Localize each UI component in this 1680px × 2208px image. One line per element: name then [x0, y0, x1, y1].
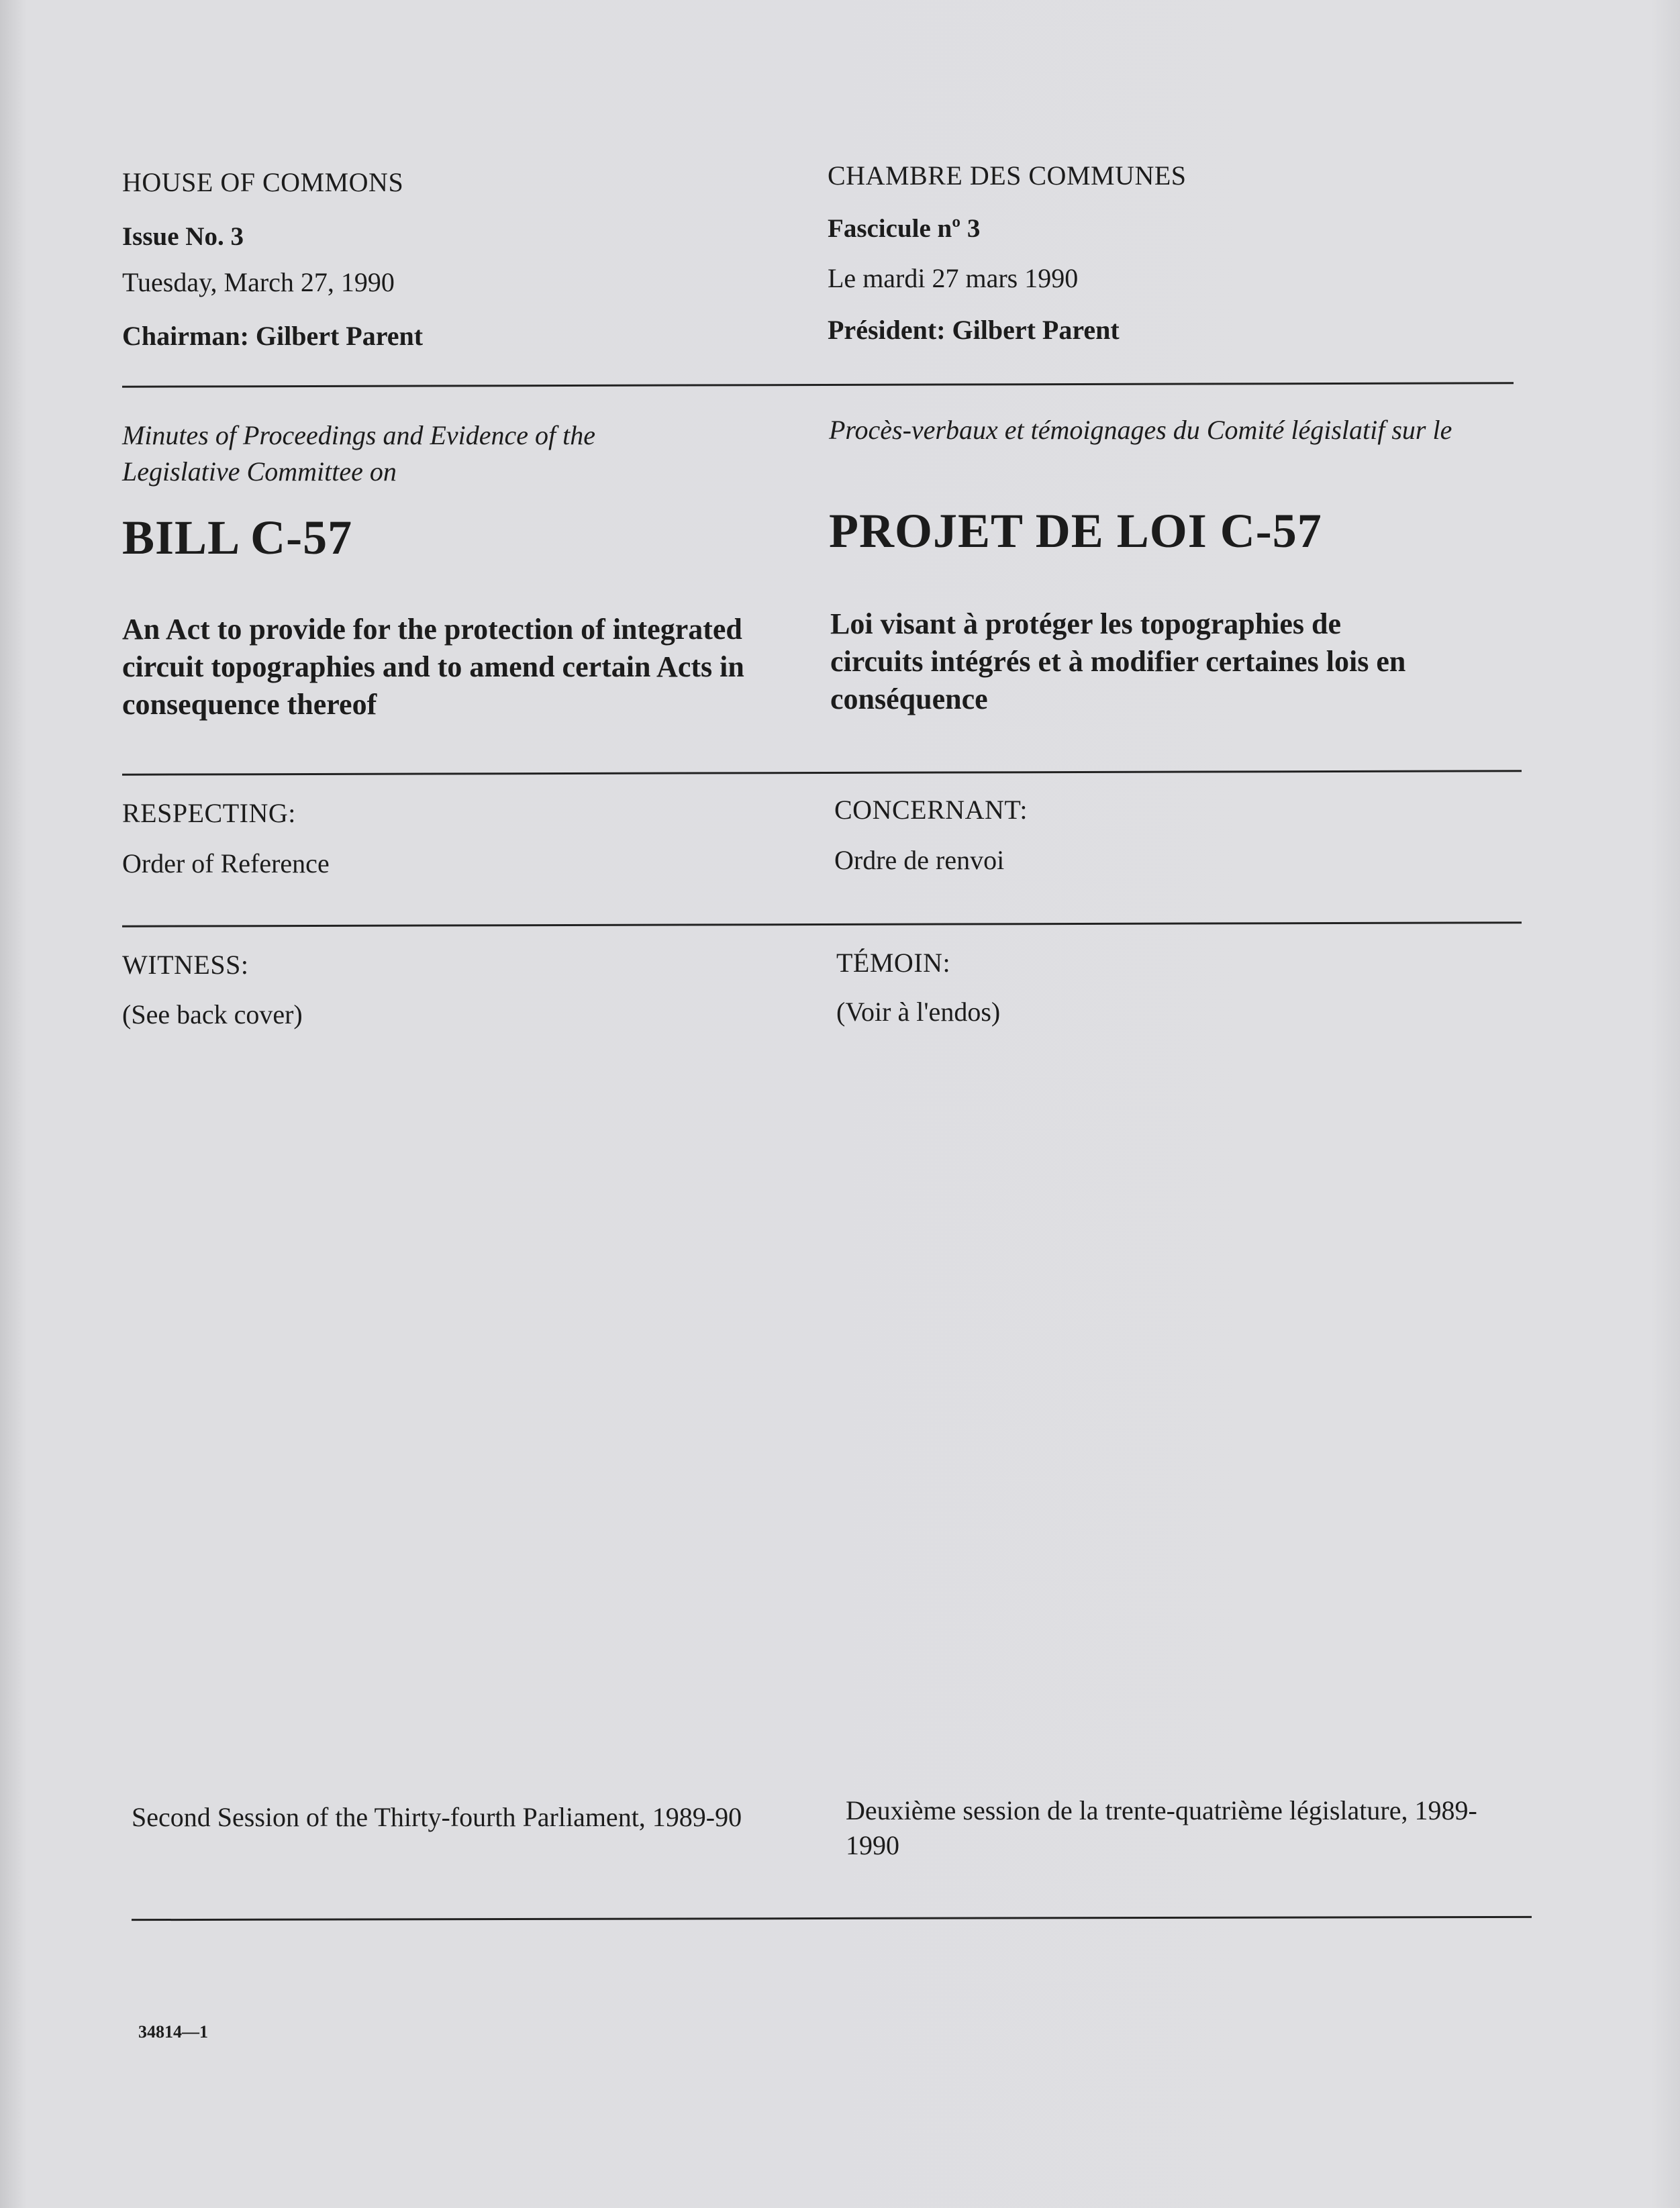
issue-date-fr: Le mardi 27 mars 1990	[828, 263, 1079, 293]
respecting-value: Order of Reference	[122, 848, 330, 879]
witness-label-fr: TÉMOIN:	[836, 948, 951, 978]
session-line: Second Session of the Thirty-fourth Parliament, 1989-90	[132, 1802, 742, 1832]
respecting-label: RESPECTING:	[122, 798, 296, 828]
bill-title-fr: PROJET DE LOI C-57	[829, 504, 1322, 558]
chairman-line-fr: Président: Gilbert Parent	[828, 315, 1120, 345]
issue-number-fr: Fascicule nº 3	[828, 214, 981, 243]
act-description-fr: Loi visant à protéger les topographies de circuits intégrés et à modifier certaines lois en conséquence	[830, 607, 1406, 715]
minutes-title: Minutes of Proceedings and Evidence of the Legislative Committee on	[122, 420, 595, 487]
divider-respecting	[122, 770, 1522, 775]
document-code: 34814—1	[138, 2022, 208, 2042]
divider-footer	[132, 1916, 1532, 1921]
respecting-label-fr: CONCERNANT:	[834, 795, 1028, 825]
house-heading: HOUSE OF COMMONS	[122, 167, 404, 197]
issue-date: Tuesday, March 27, 1990	[122, 267, 395, 297]
divider-header	[122, 382, 1514, 387]
house-heading-fr: CHAMBRE DES COMMUNES	[828, 160, 1187, 191]
act-description: An Act to provide for the protection of integrated circuit topographies and to amend certain Acts in consequence thereof	[122, 613, 744, 721]
witness-value: (See back cover)	[122, 999, 303, 1030]
witness-label: WITNESS:	[122, 950, 249, 980]
chairman-line: Chairman: Gilbert Parent	[122, 321, 424, 351]
issue-number: Issue No. 3	[122, 222, 244, 251]
witness-value-fr: (Voir à l'endos)	[836, 997, 1001, 1027]
session-line-fr: Deuxième session de la trente-quatrième législature, 1989-1990	[846, 1795, 1477, 1860]
divider-witness	[122, 921, 1522, 927]
minutes-title-fr: Procès-verbaux et témoignages du Comité législatif sur le	[829, 415, 1452, 445]
bill-title: BILL C-57	[122, 511, 353, 564]
respecting-value-fr: Ordre de renvoi	[834, 845, 1005, 875]
